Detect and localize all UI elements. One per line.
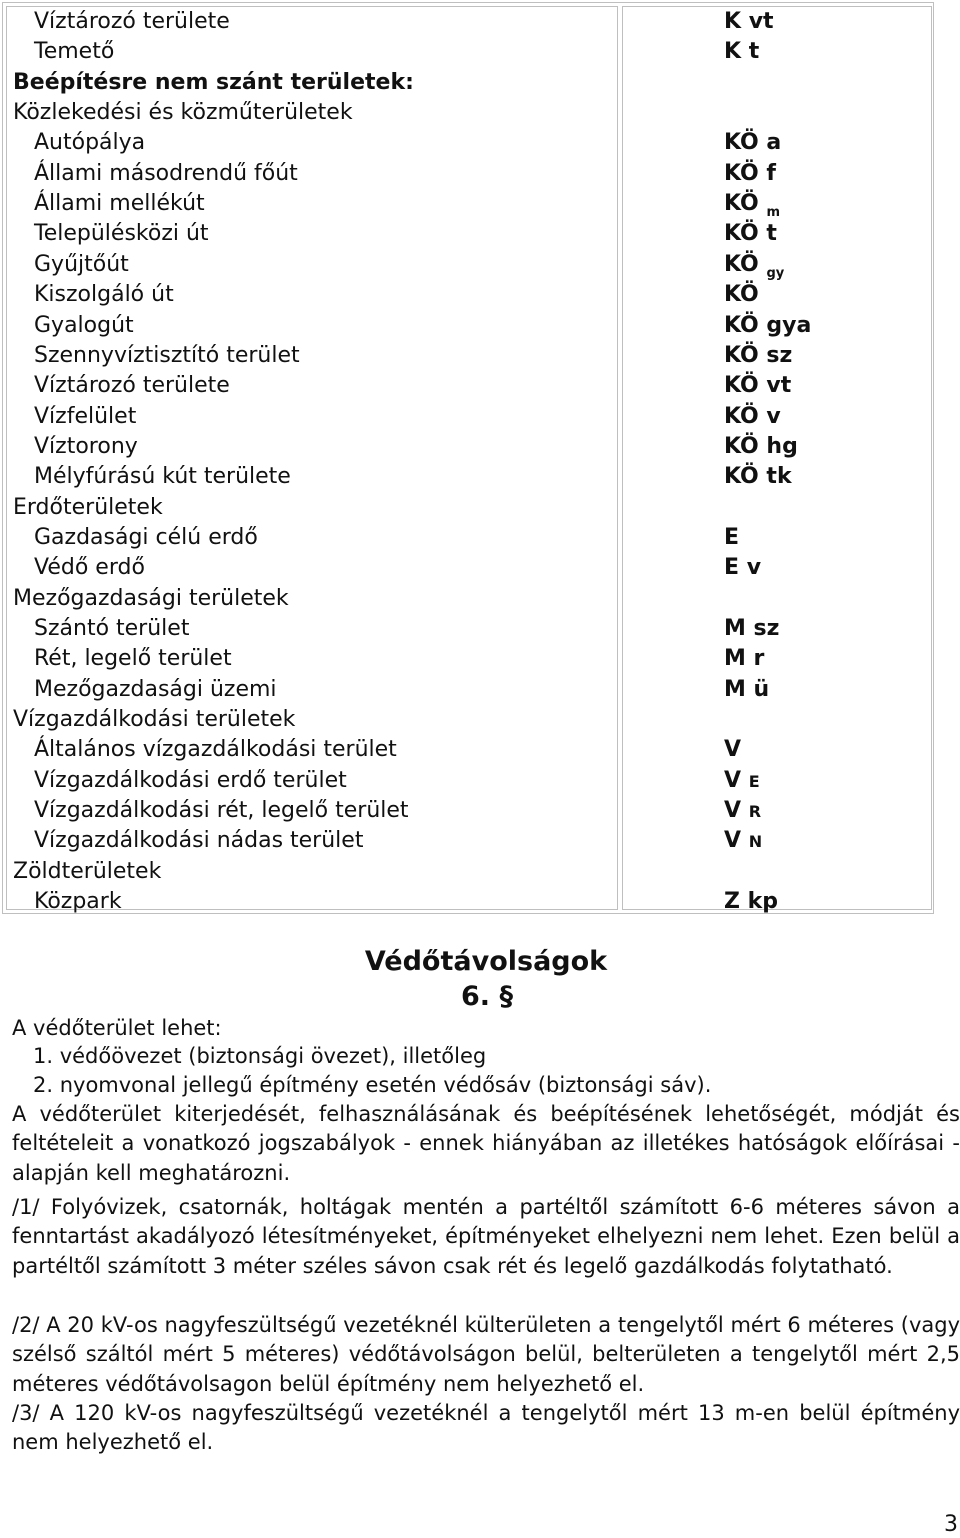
- zone-name: Vízgazdálkodási erdő terület: [34, 767, 347, 793]
- zone-code: [724, 189, 780, 219]
- zone-name: Közpark: [34, 889, 122, 915]
- zone-code: [724, 735, 741, 765]
- paragraph: /3/ A 120 kV-os nagyfeszültségű vezetéknél a tengelytől mért 13 m-en belül építmény nem helyezhető el.: [12, 1401, 960, 1455]
- zone-code-main: V: [724, 767, 742, 793]
- zone-name: Beépítésre nem szánt területek:: [13, 69, 414, 95]
- zone-code-subscript: gy: [766, 265, 785, 281]
- list-item: 1. védőövezet (biztonsági övezet), illetőleg: [33, 1044, 487, 1068]
- zone-code-main: KÖ sz: [724, 342, 793, 368]
- zone-code: [724, 219, 777, 249]
- zone-name: Víztározó területe: [34, 9, 230, 34]
- section-title: Védőtávolságok: [364, 946, 608, 977]
- zone-code: [724, 280, 759, 310]
- zone-code: [724, 311, 811, 341]
- zone-code-main: V: [724, 798, 742, 824]
- zone-code-main: V: [724, 828, 742, 854]
- zone-name: Védő erdő: [34, 555, 145, 581]
- zone-code-suffix: N: [748, 832, 763, 852]
- zone-code-main: M ü: [724, 676, 770, 702]
- zone-name: Rét, legelő terület: [34, 646, 232, 672]
- zone-code-main: KÖ a: [724, 130, 782, 156]
- zone-code-subscript: m: [766, 205, 780, 221]
- zone-code: [724, 7, 774, 37]
- zone-code: [724, 402, 781, 432]
- zone-code-main: E v: [724, 555, 762, 581]
- zone-code: [724, 250, 784, 280]
- zone-name: Általános vízgazdálkodási terület: [34, 737, 397, 763]
- zone-code: [724, 796, 761, 826]
- zone-code-main: KÖ tk: [724, 464, 792, 490]
- zone-code: [724, 887, 778, 917]
- zone-name: Közlekedési és közműterületek: [13, 100, 353, 126]
- zone-name: Mezőgazdasági területek: [13, 585, 289, 611]
- zone-code-suffix: R: [748, 802, 762, 822]
- zone-code: [724, 523, 739, 553]
- zone-name: Erdőterületek: [13, 494, 163, 520]
- zone-name: Állami mellékút: [34, 191, 205, 217]
- zone-code-main: K vt: [724, 9, 774, 34]
- zone-code-main: KÖ gya: [724, 312, 812, 338]
- zone-code-main: K t: [724, 39, 760, 65]
- zone-name: Kiszolgáló út: [34, 282, 174, 308]
- zone-name: Szántó terület: [34, 616, 190, 641]
- zone-code-main: KÖ hg: [724, 433, 798, 459]
- zone-name: Gazdasági célú erdő: [34, 524, 258, 550]
- zone-code-main: KÖ f: [724, 160, 776, 186]
- zone-code-main: M sz: [724, 616, 780, 641]
- zone-code: [724, 826, 762, 856]
- zone-code: [724, 432, 798, 462]
- zone-code-main: KÖ: [724, 251, 759, 277]
- zone-name: Vízgazdálkodási területek: [13, 707, 296, 733]
- zone-code: [724, 371, 791, 401]
- zone-code: [724, 614, 779, 644]
- zone-code-main: V: [724, 737, 742, 763]
- zone-code-main: KÖ v: [724, 403, 781, 429]
- zone-name: Víztorony: [34, 433, 138, 459]
- zone-code-main: KÖ t: [724, 221, 777, 247]
- page-number: 3: [944, 1512, 958, 1537]
- zone-code: [724, 128, 781, 158]
- zone-name: Víztározó területe: [34, 373, 230, 399]
- zone-name: Mezőgazdasági üzemi: [34, 676, 277, 702]
- zone-name: Temető: [34, 39, 115, 65]
- zone-name: Zöldterületek: [13, 858, 162, 884]
- zone-name: Vízgazdálkodási rét, legelő terület: [34, 798, 409, 824]
- zone-code-main: Z kp: [724, 889, 778, 915]
- zone-code: [724, 766, 760, 796]
- zone-code: [724, 553, 761, 583]
- zone-name: Gyalogút: [34, 312, 134, 338]
- zone-code: [724, 675, 769, 705]
- zone-code-main: M r: [724, 646, 765, 672]
- zone-name: Mélyfúrású kút területe: [34, 464, 291, 490]
- intro-text: A védőterület lehet:: [12, 1016, 222, 1040]
- zone-code: [724, 159, 776, 189]
- zone-code-suffix: E: [748, 771, 760, 791]
- zone-code: [724, 644, 764, 674]
- zone-name: Gyűjtőút: [34, 251, 129, 277]
- zone-code-main: E: [724, 524, 740, 550]
- zone-code: [724, 37, 759, 67]
- paragraph: /2/ A 20 kV-os nagyfeszültségű vezetéknél külterületen a tengelytől mért 6 méteres (vagy szélső száltól mért 5 méteres) védőtávolságon belül, belterületen a tengelytől mért 2,5 méteres védőtávolsagon belül építmény nem helyezhető el.: [12, 1313, 960, 1396]
- zone-codes-column: [622, 6, 932, 915]
- zone-names-column: [6, 6, 618, 915]
- paragraph: A védőterület kiterjedését, felhasználásának és beépítésének lehetőségét, módját és feltételeit a vonatkozó jogszabályok - ennek hiányában az illetékes hatóságok előírásai - alapján kell meghatározni.: [12, 1102, 960, 1185]
- zone-name: Autópálya: [34, 130, 146, 156]
- zone-name: Vízgazdálkodási nádas terület: [34, 828, 364, 854]
- list-item: 2. nyomvonal jellegű építmény esetén védősáv (biztonsági sáv).: [33, 1073, 712, 1097]
- zone-code-main: KÖ: [724, 282, 759, 308]
- zoning-table: [2, 2, 934, 914]
- paragraph: /1/ Folyóvizek, csatornák, holtágak mentén a partéltől számított 6-6 méteres sávon a fenntartást akadályozó létesítményeket, építményeket elhelyezni nem lehet. Ezen belül a partéltől számított 3 méter széles sávon csak rét és legelő gazdálkodás folytatható.: [12, 1195, 960, 1278]
- zone-name: Szennyvíztisztító terület: [34, 342, 300, 368]
- zone-code: [724, 462, 792, 492]
- zone-code-main: KÖ: [724, 191, 759, 217]
- zone-name: Településközi út: [34, 221, 209, 247]
- zone-code-main: KÖ vt: [724, 373, 792, 399]
- zone-code: [724, 341, 792, 371]
- zone-name: Állami másodrendű főút: [34, 160, 298, 186]
- zone-name: Vízfelület: [34, 403, 137, 429]
- section-number: 6. §: [461, 981, 513, 1012]
